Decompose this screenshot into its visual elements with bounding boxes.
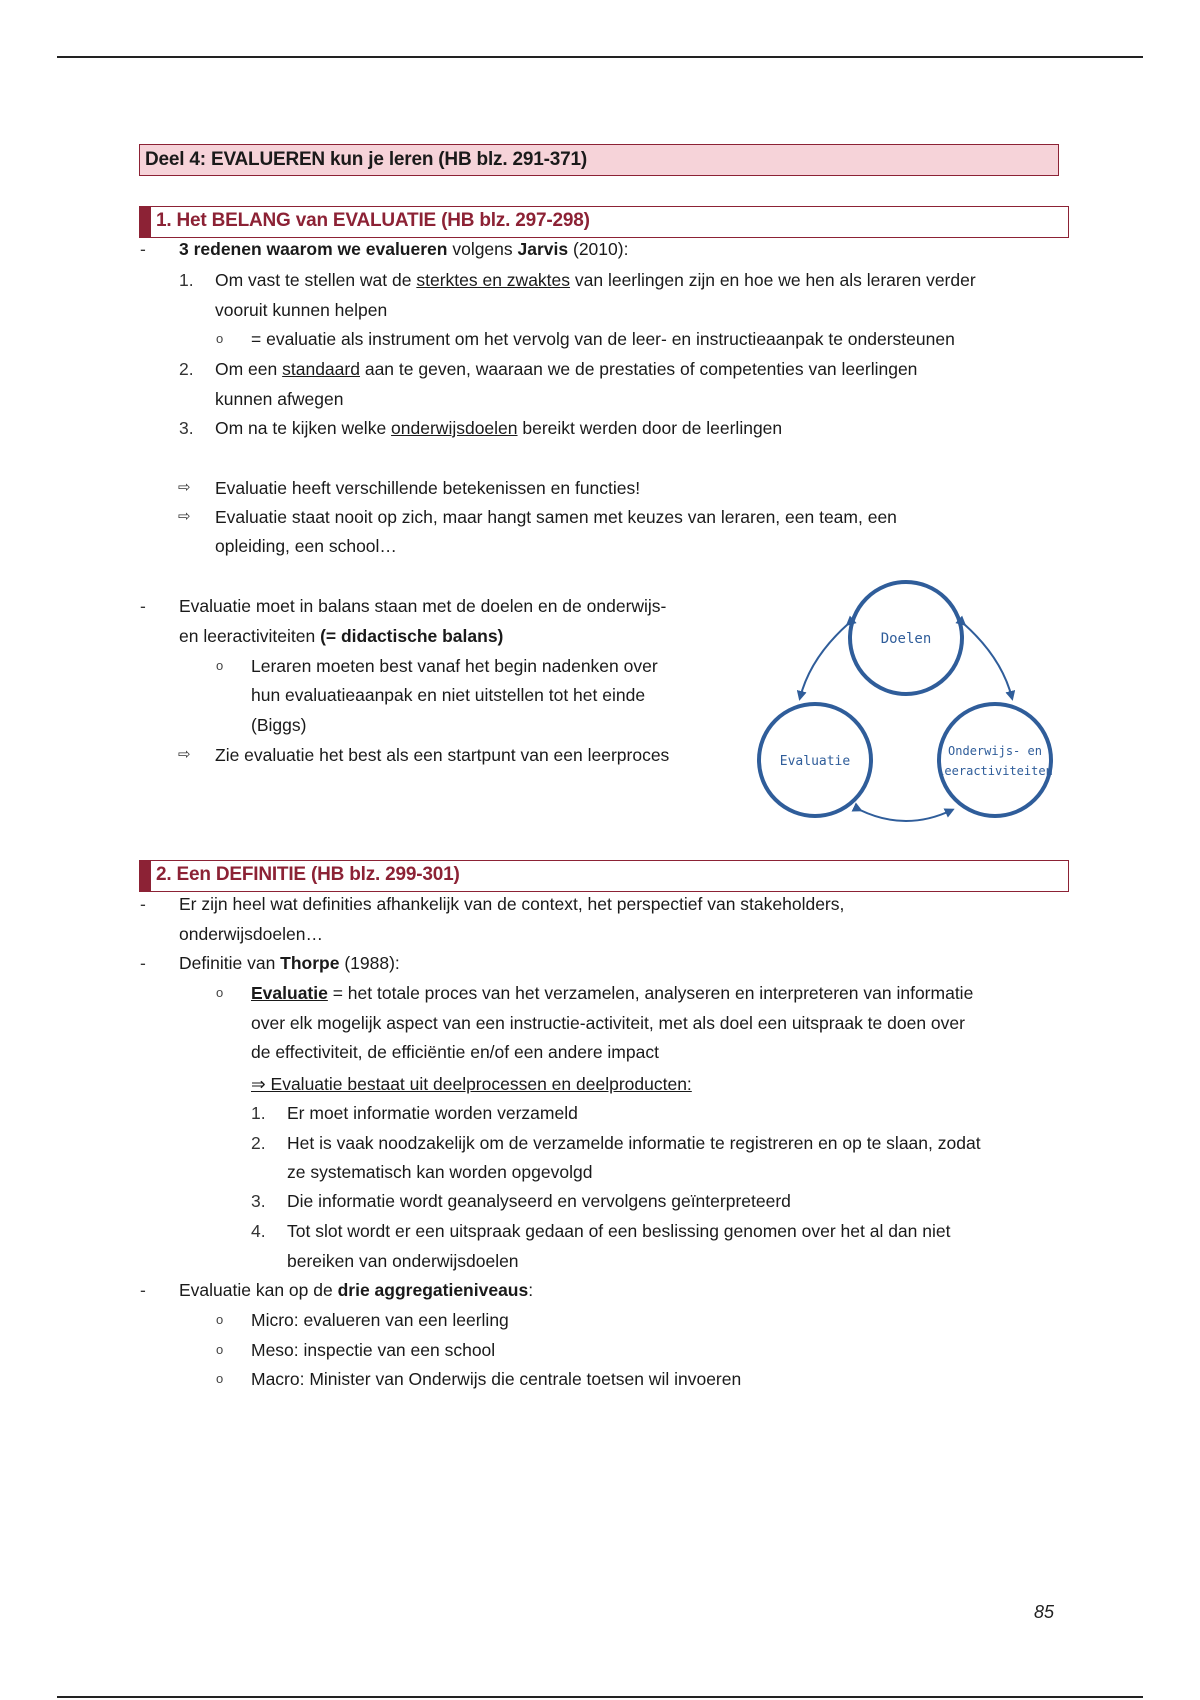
reason-2-post: aan te geven, waaraan we de prestaties of competenties van leerlingen	[359, 359, 918, 379]
dash-bullet: -	[140, 953, 146, 973]
arrow-point-3: Zie evaluatie het best als een startpunt van een leerproces	[215, 745, 670, 765]
reason-2-number: 2.	[179, 359, 194, 379]
arrow-doelen-onderwijs	[964, 624, 1012, 698]
definition-rest: = het totale proces van het verzamelen, analyseren en interpreteren van informatie	[327, 983, 974, 1003]
definition-term: Evaluatie	[251, 983, 328, 1003]
arrow-evaluatie-onderwijs	[860, 810, 952, 821]
definition-line3: de effectiviteit, de efficiëntie en/of een andere impact	[251, 1042, 659, 1062]
thorpe-line	[179, 951, 400, 975]
reason-1-line1	[215, 268, 976, 292]
section-2-heading: 2. Een DEFINITIE (HB blz. 299-301)	[139, 860, 1069, 892]
step-2-number: 2.	[251, 1133, 266, 1153]
reason-1-number: 1.	[179, 270, 194, 290]
arrow-point-1: Evaluatie heeft verschillende betekenissen en functies!	[215, 478, 641, 498]
reason-3-pre: Om na te kijken welke	[215, 418, 392, 438]
step-2-line2: ze systematisch kan worden opgevolgd	[287, 1162, 593, 1182]
node-evaluatie-label: Evaluatie	[779, 754, 851, 769]
levels-bold: drie aggregatieniveaus	[337, 1280, 529, 1300]
biggs-line3: (Biggs)	[251, 715, 307, 735]
circle-bullet: o	[216, 1371, 224, 1386]
reasons-intro-text: volgens	[447, 239, 518, 259]
arrow-doelen-evaluatie	[800, 624, 848, 698]
thorpe-pre: Definitie van	[179, 953, 281, 973]
top-rule	[57, 56, 1143, 58]
step-4-line2: bereiken van onderwijsdoelen	[287, 1251, 519, 1271]
step-1-number: 1.	[251, 1103, 266, 1123]
step-1-text: Er moet informatie worden verzameld	[287, 1103, 578, 1123]
arrow-bullet-icon: ⇨	[178, 508, 191, 525]
reason-1-line2: vooruit kunnen helpen	[215, 300, 388, 320]
arrow-point-2-line1: Evaluatie staat nooit op zich, maar hangt samen met keuzes van leraren, een team, een	[215, 507, 897, 527]
biggs-line2: hun evaluatieaanpak en niet uitstellen tot het einde	[251, 685, 646, 705]
balance-line1: Evaluatie moet in balans staan met de doelen en de onderwijs-	[179, 596, 667, 616]
reasons-intro-bold: 3 redenen waarom we evalueren	[179, 239, 448, 259]
step-4-line1: Tot slot wordt er een uitspraak gedaan of een beslissing genomen over het al dan niet	[287, 1221, 951, 1241]
part-title: Deel 4: EVALUEREN kun je leren (HB blz. 291-371)	[139, 144, 1059, 176]
reason-1-sub: = evaluatie als instrument om het vervolg van de leer- en instructieaanpak te ondersteunen	[251, 329, 955, 349]
circle-bullet: o	[216, 658, 224, 673]
step-3-text: Die informatie wordt geanalyseerd en vervolgens geïnterpreteerd	[287, 1191, 791, 1211]
levels-intro	[179, 1278, 533, 1302]
thorpe-name: Thorpe	[280, 953, 340, 973]
biggs-line1: Leraren moeten best vanaf het begin nadenken over	[251, 656, 658, 676]
reason-1-pre: Om vast te stellen wat de	[215, 270, 417, 290]
balance-line2	[179, 624, 503, 648]
circle-bullet: o	[216, 1342, 224, 1357]
dash-bullet: -	[140, 894, 146, 914]
reason-2-underlined: standaard	[282, 359, 360, 379]
dash-bullet: -	[140, 239, 146, 259]
arrow-point-2-line2: opleiding, een school…	[215, 536, 397, 556]
reason-1-post: van leerlingen zijn en hoe we hen als leraren verder	[570, 270, 976, 290]
definition-line2: over elk mogelijk aspect van een instructie-activiteit, met als doel een uitspraak te doen over	[251, 1013, 965, 1033]
bottom-rule	[57, 1696, 1143, 1698]
circle-bullet: o	[216, 1312, 224, 1327]
circle-bullet: o	[216, 985, 224, 1000]
definition-line1	[251, 981, 973, 1005]
step-3-number: 3.	[251, 1191, 266, 1211]
jarvis-year: (2010):	[568, 239, 629, 259]
levels-post: :	[528, 1280, 534, 1300]
levels-pre: Evaluatie kan op de	[179, 1280, 338, 1300]
reason-1-underlined: sterktes en zwaktes	[416, 270, 571, 290]
reasons-intro	[179, 237, 628, 261]
context-line1: Er zijn heel wat definities afhankelijk van de context, het perspectief van stakeholders,	[179, 894, 845, 914]
reason-3-number: 3.	[179, 418, 194, 438]
page-number: 85	[1034, 1602, 1055, 1622]
reason-2-line1	[215, 357, 917, 381]
context-line2: onderwijsdoelen…	[179, 924, 323, 944]
reason-3-line	[215, 416, 782, 440]
subprocess-heading: ⇒ Evaluatie bestaat uit deelprocessen en deelproducten:	[251, 1074, 692, 1094]
didactic-balance-diagram	[750, 548, 1070, 830]
node-onderwijs-label-2: leeractiviteiten	[937, 764, 1053, 778]
step-2-line1: Het is vaak noodzakelijk om de verzamelde informatie te registreren en op te slaan, zodat	[287, 1133, 981, 1153]
step-4-number: 4.	[251, 1221, 266, 1241]
balance-line2-text: en leeractiviteiten	[179, 626, 321, 646]
level-macro: Macro: Minister van Onderwijs die centrale toetsen wil invoeren	[251, 1369, 742, 1389]
reason-2-pre: Om een	[215, 359, 283, 379]
arrow-bullet-icon: ⇨	[178, 479, 191, 496]
circle-bullet: o	[216, 331, 224, 346]
reason-2-line2: kunnen afwegen	[215, 389, 344, 409]
level-micro: Micro: evalueren van een leerling	[251, 1310, 509, 1330]
dash-bullet: -	[140, 596, 146, 616]
reason-3-post: bereikt werden door de leerlingen	[517, 418, 783, 438]
thorpe-year: (1988):	[339, 953, 400, 973]
arrow-bullet-icon: ⇨	[178, 746, 191, 763]
section-1-heading: 1. Het BELANG van EVALUATIE (HB blz. 297-298)	[139, 206, 1069, 238]
didactische-balans: (= didactische balans)	[320, 626, 504, 646]
jarvis-name: Jarvis	[517, 239, 569, 259]
node-onderwijs-label-1: Onderwijs- en	[948, 744, 1042, 758]
node-onderwijs	[939, 704, 1051, 816]
dash-bullet: -	[140, 1280, 146, 1300]
reason-3-underlined: onderwijsdoelen	[391, 418, 518, 438]
node-doelen-label: Doelen	[880, 631, 932, 647]
level-meso: Meso: inspectie van een school	[251, 1340, 496, 1360]
